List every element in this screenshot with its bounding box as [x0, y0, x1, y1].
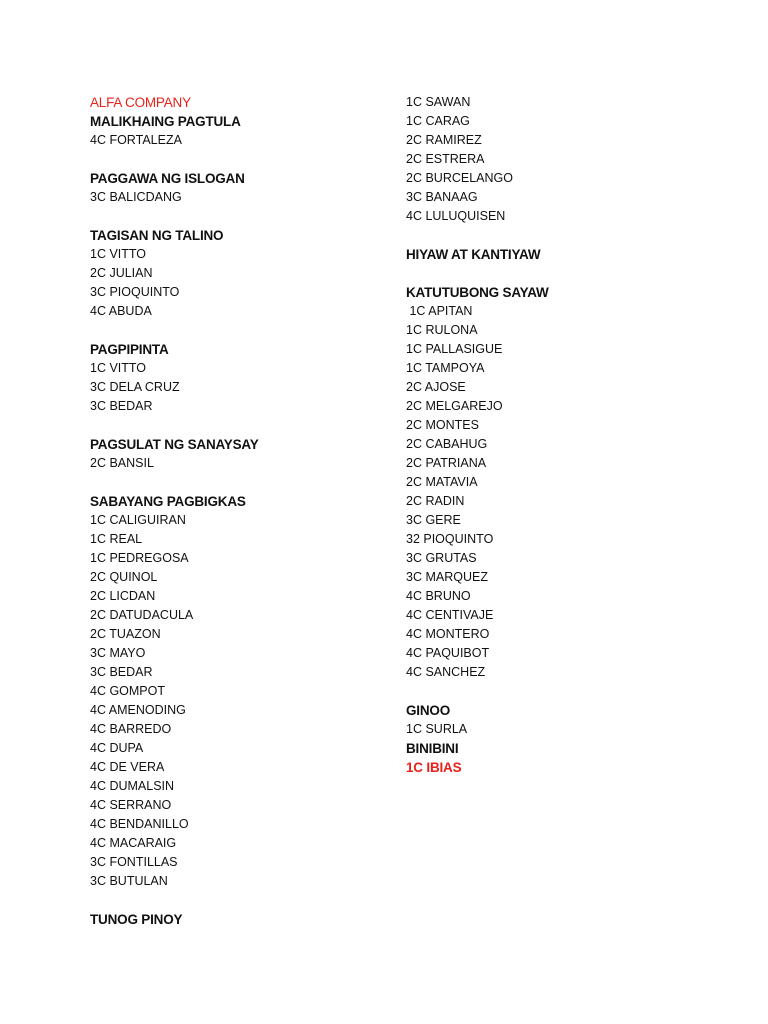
entry: 3C BALICDANG — [90, 190, 182, 204]
entry: 3C BUTULAN — [90, 874, 168, 888]
section-title: SABAYANG PAGBIGKAS — [90, 494, 246, 509]
section-title: HIYAW AT KANTIYAW — [406, 247, 541, 262]
entry: 3C MAYO — [90, 646, 146, 660]
entry: 2C MATAVIA — [406, 475, 478, 489]
entry: 32 PIOQUINTO — [406, 532, 494, 546]
entry: 1C PALLASIGUE — [406, 342, 503, 356]
section-title: MALIKHAING PAGTULA — [90, 114, 241, 129]
entry: 4C AMENODING — [90, 703, 186, 717]
entry: 4C BRUNO — [406, 589, 471, 603]
spacer — [90, 207, 390, 226]
section-title: PAGPIPINTA — [90, 342, 169, 357]
entry: 2C MELGAREJO — [406, 399, 503, 413]
entry: 4C SANCHEZ — [406, 665, 486, 679]
entry: 2C BURCELANGO — [406, 171, 513, 185]
section-title: TUNOG PINOY — [90, 912, 183, 927]
ginoo-title: GINOO — [406, 703, 451, 718]
entry: 4C DE VERA — [90, 760, 165, 774]
entry: 1C CALIGUIRAN — [90, 513, 186, 527]
entry: 2C AJOSE — [406, 380, 466, 394]
entry: 3C BEDAR — [90, 665, 153, 679]
entry: 4C BARREDO — [90, 722, 172, 736]
entry: 3C FONTILLAS — [90, 855, 178, 869]
entry: 2C QUINOL — [90, 570, 158, 584]
entry: 4C SERRANO — [90, 798, 172, 812]
entry: 3C GERE — [406, 513, 461, 527]
entry: 4C BENDANILLO — [90, 817, 189, 831]
entry: 3C BEDAR — [90, 399, 153, 413]
left-column — [90, 93, 390, 929]
entry: 4C MACARAIG — [90, 836, 177, 850]
entry: 2C MONTES — [406, 418, 479, 432]
entry: 1C PEDREGOSA — [90, 551, 189, 565]
entry: 3C GRUTAS — [406, 551, 477, 565]
spacer — [406, 226, 706, 245]
entry: 2C PATRIANA — [406, 456, 487, 470]
entry: 1C REAL — [90, 532, 143, 546]
entry: 4C DUMALSIN — [90, 779, 175, 793]
entry: 4C MONTERO — [406, 627, 490, 641]
entry: 2C JULIAN — [90, 266, 153, 280]
entry: 3C DELA CRUZ — [90, 380, 180, 394]
entry: 2C RAMIREZ — [406, 133, 482, 147]
spacer — [90, 150, 390, 169]
entry: 1C APITAN — [406, 304, 473, 318]
ginoo-entry: 1C SURLA — [406, 722, 468, 736]
entry: 2C TUAZON — [90, 627, 161, 641]
spacer — [90, 891, 390, 910]
entry: 1C SAWAN — [406, 95, 471, 109]
entry: 1C VITTO — [90, 247, 147, 261]
section-title: TAGISAN NG TALINO — [90, 228, 224, 243]
entry: 4C ABUDA — [90, 304, 152, 318]
entry: 3C BANAAG — [406, 190, 478, 204]
binibini-title: BINIBINI — [406, 741, 459, 756]
entry: 4C DUPA — [90, 741, 144, 755]
entry: 2C DATUDACULA — [90, 608, 194, 622]
spacer — [406, 682, 706, 701]
binibini-entry: 1C IBIAS — [406, 760, 462, 775]
spacer — [406, 264, 706, 283]
entry: 2C RADIN — [406, 494, 465, 508]
entry: 1C VITTO — [90, 361, 147, 375]
entry: 4C PAQUIBOT — [406, 646, 490, 660]
right-column — [406, 93, 706, 777]
entry: 2C CABAHUG — [406, 437, 488, 451]
section-title: PAGSULAT NG SANAYSAY — [90, 437, 259, 452]
spacer — [90, 321, 390, 340]
entry: 2C LICDAN — [90, 589, 156, 603]
spacer — [90, 416, 390, 435]
section-title: KATUTUBONG SAYAW — [406, 285, 549, 300]
entry: 1C CARAG — [406, 114, 470, 128]
entry: 4C CENTIVAJE — [406, 608, 494, 622]
entry: 4C FORTALEZA — [90, 133, 182, 147]
entry: 3C MARQUEZ — [406, 570, 488, 584]
company-title: ALFA COMPANY — [90, 95, 191, 110]
entry: 2C ESTRERA — [406, 152, 485, 166]
entry: 4C GOMPOT — [90, 684, 166, 698]
spacer — [90, 473, 390, 492]
entry: 1C TAMPOYA — [406, 361, 485, 375]
entry: 2C BANSIL — [90, 456, 154, 470]
entry: 3C PIOQUINTO — [90, 285, 180, 299]
section-title: PAGGAWA NG ISLOGAN — [90, 171, 245, 186]
entry: 4C LULUQUISEN — [406, 209, 506, 223]
entry: 1C RULONA — [406, 323, 478, 337]
